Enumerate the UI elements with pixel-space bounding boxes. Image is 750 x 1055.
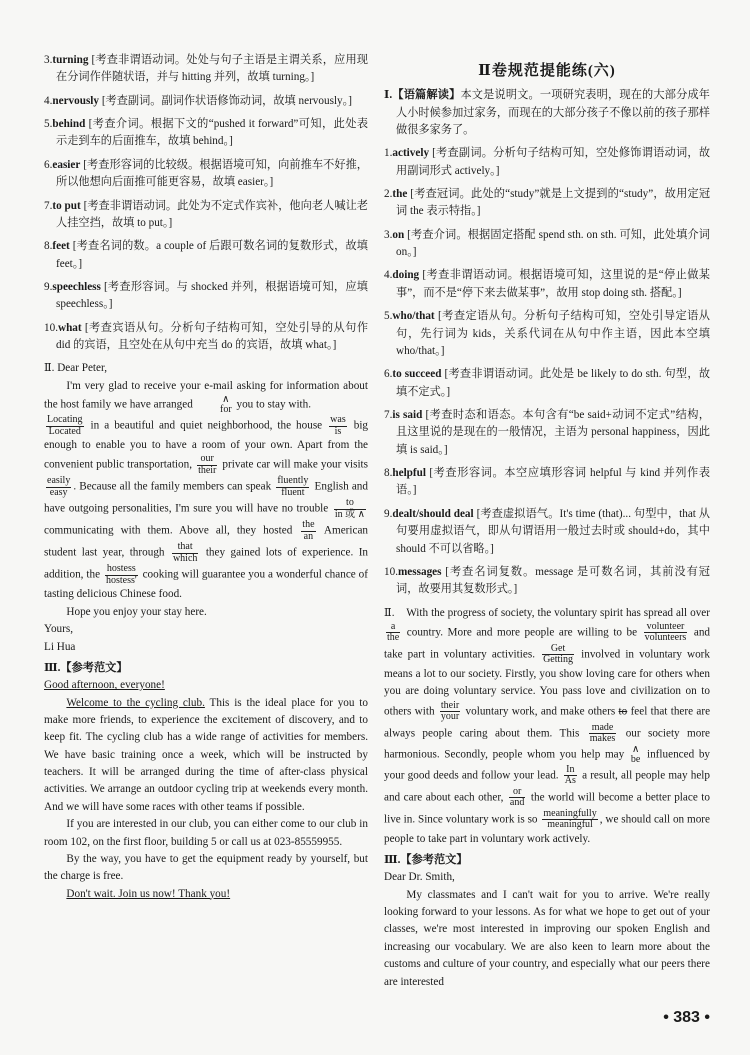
section-3-label: Ⅲ.【参考范文】 [44,661,128,674]
answer-item [44,52,368,87]
essay-greeting: Good afternoon, everyone! [44,679,165,692]
section-2-label: Ⅱ. [384,606,395,619]
correction-fraction: $\frac{\text{fluently}}{\text{fluent}}$ [277,475,309,498]
item-number: 6. [44,158,53,171]
letter-greeting: Dear Peter, [57,362,108,375]
answer-explanation: [考查时态和语态。本句含有“be said+动词不定式”结构，且这里说的是现在的一般情况，主语为 personal happiness，因此填 is said。] [396,409,710,456]
answer-item [44,116,368,151]
answer-word: doing [392,269,420,282]
item-number: 4. [384,269,393,282]
letter-closing: Yours, [44,623,74,636]
answer-item [44,198,368,233]
correction-fraction: $\frac{\text{made}}{\text{makes}}$ [589,721,616,745]
item-number: 3. [44,54,53,66]
item-number: 8. [44,240,53,253]
correction-fraction: $\frac{\text{was}}{is}$ [330,414,346,437]
item-number: 9. [384,507,393,520]
answer-explanation: [考查副词。分析句子结构可知，空处修饰谓语动词，故用副词形式 actively。] [396,147,711,177]
insertion-mark: ∧ for [220,394,232,416]
section-3-label: Ⅲ.【参考范文】 [384,854,468,867]
answer-explanation: [考查名词的数。a couple of 后跟可数名词的复数形式，故填 feet。] [56,240,368,270]
essay-greeting: Dear Dr. Smith, [384,871,455,884]
item-number: 6. [384,368,393,381]
answer-explanation: [考查非谓语动词。根据语境可知，这里说的是“停止做某事”，而不是“停下来去做某事”，故用 stop doing sth. 搭配。] [396,269,710,299]
answer-explanation: [考查宾语从句。分析句子结构可知，空处引导的从句作 did 的宾语，且空处在从句中充当 do 的宾语，故填 what。] [56,321,369,352]
answer-word: messages [397,565,442,578]
answer-word: to put [52,199,81,212]
answer-word: is said [392,409,423,421]
insertion-mark: ∧ be [630,743,641,765]
answer-explanation: [考查副词。副词作状语修饰动词，故填 nervously。] [101,94,352,107]
answer-explanation: [考查形容词。与 shocked 并列，根据语境可知，应填 speechless。] [56,280,368,311]
item-number: 5. [44,118,53,131]
answer-explanation: [考查名词复数。message 是可数名词，其前没有冠词，故要用其复数形式。] [396,565,710,596]
essay-paragraph: If you are interested in our club, you can either come to our club in room 102, on the first floor, building 5 or call us at 023-85559955. [44,818,368,848]
sample-essay-right [384,852,710,991]
item-number: 5. [384,310,393,323]
answer-item [384,267,710,302]
correction-fraction: $\frac{\text{volunteer}}{\text{volunteers}}$ [644,620,687,644]
answer-item [384,407,710,459]
item-number: 10. [384,565,398,578]
answer-item [44,93,368,110]
correction-fraction: $\frac{\text{Get}}{\text{Getting}}$ [543,642,574,666]
essay-paragraph: By the way, you have to get the equipment ready by yourself, but the charge is free. [44,852,368,883]
item-number: 3. [384,228,393,241]
section-2-label: Ⅱ. [44,362,55,375]
answer-word: to succeed [392,368,442,381]
answer-item [384,145,710,180]
item-number: 7. [44,199,53,212]
answer-word: helpful [392,467,426,480]
item-number: 4. [44,94,53,107]
correction-fraction: $\frac{\text{their}}{\text{your}}$ [440,699,460,723]
answer-explanation: [考查冠词。此处的“study”就是上文提到的“study”，故用定冠词 the 表示特指。] [396,188,711,218]
letter-text: I'm very glad to receive your e-mail asking for information about the host family we have arranged [44,379,368,411]
item-number: 7. [384,409,393,421]
correction-fraction: $\frac{\text{Locating}}{\text{Located}}$ [47,414,83,437]
correction-fraction: $\frac{to}{\text{in 或 ∧}}$ [334,497,365,520]
item-number: 1. [384,147,393,160]
sample-essay-left [44,660,368,903]
answer-explanation: [考查形容词。本空应填形容词 helpful 与 kind 并列作表语。] [396,467,711,497]
correction-fraction: $\frac{or}{\text{and}}$ [509,785,525,809]
answer-word: who/that [392,310,435,323]
answer-item [44,320,368,355]
right-column [384,60,710,991]
answer-word: speechless [52,280,101,293]
essay-correction: Ⅱ. With the progress of society, the voluntary spirit has spread all over $\frac{a}{\text{the}}$ country. More and more people are willing to be $\frac{\text{volunteer}}{\text{volunteers}}$ and take part in voluntary activities. $\frac{\text{Get}}{\text{Getting}}$ involved in voluntary work means a lot to our society. Firstly, you show loving care for others when you are doing voluntary service. You pass love and civilization on to others with $\frac{\text{their}}{\text{your}}$ voluntary work, and make others to feel that there are always people caring about them. This $\frac{\text{made}}{\text{makes}}$ our society more harmonious. Secondly, people whom you help may ∧ be influenced by your good deeds and follow your lead. $\frac{In}{As}$ a result, all people may help and care about each other, $\frac{or}{\text{and}}$ the world will become a better place to live in. Since voluntary work is so $\frac{\text{meaningfully}}{\text{meaningful}}$ , we should call on more people to take part in voluntary work actively. [384,606,711,845]
answer-word: actively [392,147,430,160]
answer-item [384,366,710,401]
item-number: 10. [44,321,58,334]
left-column [44,52,368,903]
answer-item [384,564,710,599]
answer-word: on [392,228,405,241]
answer-word: nervously [52,94,100,107]
item-number: 9. [44,280,53,293]
answer-word: what [57,321,82,334]
essay-paragraph: Welcome to the cycling club. This is the ideal place for you to make more friends, to experience the excitement of discovery, and to keep fit. The cycling club has a wide range of activities for members. We have basic training once a week, which will be instructed by teachers. It will be arranged during the time of after-class physical activities. We arrange an outdoor cycling trip at weekends every month. And we will have some races with other teams if possible. [44,696,368,813]
answer-word: the [392,188,408,201]
answer-explanation: [考查非谓语动词。此处为不定式作宾补，他向老人喊让老人挂空挡，故填 to put。] [56,199,368,229]
answer-word: dealt/should deal [392,507,474,520]
correction-fraction: $\frac{\text{hostess}}{\text{hostess'}}$ [105,563,137,586]
deleted-word: to [618,705,628,718]
answer-item [44,238,368,273]
answer-item [44,279,368,314]
correction-fraction: $\frac{\text{easily}}{\text{easy}}$ [47,475,71,498]
correction-fraction: $\frac{\text{meaningfully}}{\text{meaningful}}$ [543,807,597,831]
answer-item [384,506,710,558]
answer-word: turning [52,54,89,66]
essay-paragraph: My classmates and I can't wait for you to arrive. We're really looking forward to your lessons. As for what we hope to get out of your classes, we're most interested in improving our spoken English and increasing our vocabulary. We are also keen to learn more about the customs and culture of your country, and especially what our peers there are interested [384,888,710,988]
text-analysis: Ⅰ.【语篇解读】本文是说明文。一项研究表明，现在的大部分成年人小时候参加过家务，而现在的大部分孩子不像以前的孩子那样做很多家务了。 [384,89,710,136]
answer-explanation: [考查介词。根据下文的“pushed it forward”可知，此处表示走到车的后面推车，故填 behind。] [56,118,369,148]
item-number: 8. [384,467,393,480]
answer-explanation: [考查介词。根据固定搭配 spend sth. on sth. 可知，此处填介词 on。] [396,228,710,259]
correction-fraction: $\frac{\text{that}}{\text{which}}$ [172,541,198,564]
letter-signature: Li Hua [44,640,76,653]
answer-explanation: [考查形容词的比较级。根据语境可知，向前推车不好推，所以他想向后面推可能更容易，故填 easier。] [56,158,368,189]
correction-fraction: $\frac{In}{As}$ [564,763,576,787]
answer-list-left [44,52,368,354]
answer-word: behind [52,118,86,131]
correction-fraction: $\frac{\text{our}}{\text{their}}$ [198,453,217,476]
correction-fraction: $\frac{a}{\text{the}}$ [387,620,400,644]
answer-explanation: [考查非谓语动词。此处是 be likely to do sth. 句型，故填不定式。] [396,368,711,398]
answer-explanation: [考查非谓语动词。处处与句子主语是主谓关系，应用现在分词作伴随状语，并与 hitting 并列，故填 turning。] [56,54,368,84]
answer-item [384,308,710,360]
letter-closing-line: Hope you enjoy your stay here. [66,605,207,618]
correction-fraction: $\frac{\text{the}}{an}$ [302,519,315,542]
letter-correction: Ⅱ. Dear Peter, I'm very glad to receive your e-mail asking for information about the host family we have arranged ∧ for you to stay with. $\frac{\text{Locating}}{\text{Located}}$ in a beautiful and quiet neighborhood, the house $\frac{\text{was}}{is}$ big enough to enable you to have a room of your own. Apart from the convenient public transportation, $\frac{\text{our}}{\text{their}}$ private car will make your visits $\frac{\text{easily}}{\text{easy}}$ . Because all the family members can speak $\frac{\text{fluently}}{\text{fluent}}$ English and have outgoing personalities, I'm sure you will have no trouble $\frac{to}{\text{in 或 ∧}}$ communicating with them. Above all, they hosted $\frac{\text{the}}{an}$ American student last year, through $\frac{\text{that}}{\text{which}}$ they gained lots of experience. In addition, the $\frac{\text{hostess}}{\text{hostess'}}$ cooking will guarantee you a wonderful chance of tasting delicious Chinese food. Hope you enjoy your stay here. Yours, Li Hua [44,360,368,656]
answer-item [384,227,710,262]
answer-list-right [384,145,710,598]
answer-item [44,157,368,192]
essay-closing: Don't wait. Join us now! Thank you! [66,887,231,900]
answer-item [384,186,710,221]
item-number: 2. [384,188,393,201]
answer-explanation: [考查虚拟语气。It's time (that)... 句型中，that 从句要用虚拟语气，即从句谓语用一般过去时或 should+do，其中 should 不可以省略。] [396,507,710,555]
answer-word: easier [52,158,81,171]
answer-item [384,465,710,500]
section-title: Ⅱ卷规范提能练(六) [478,63,616,79]
page-number: • 383 • [663,1009,710,1027]
answer-explanation: [考查定语从句。分析句子结构可知，空处引导定语从句，先行词为 kids，关系代词在从句中作主语，因此本空填 who/that。] [396,310,710,357]
answer-word: feet [52,240,70,253]
